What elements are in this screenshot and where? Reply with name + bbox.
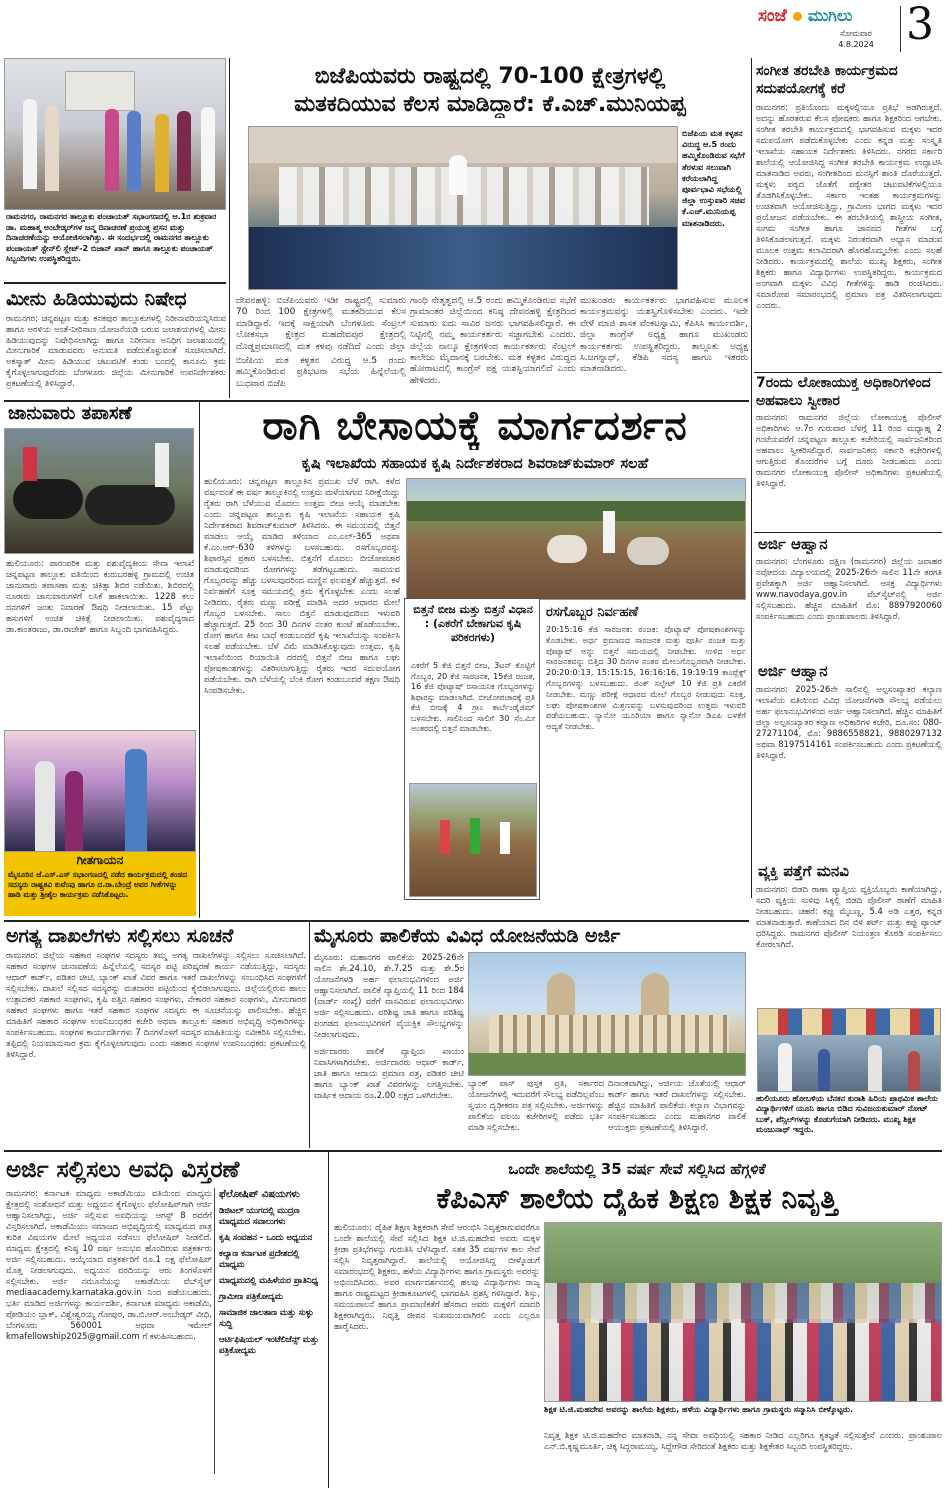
docs-headline: ಅಗತ್ಯ ದಾಖಲೆಗಳು ಸಲ್ಲಿಸಲು ಸೂಚನೆ bbox=[6, 925, 234, 947]
photo-farewell-group bbox=[544, 1222, 942, 1402]
photo-sowing bbox=[409, 783, 537, 897]
divider bbox=[4, 920, 749, 922]
retire-headline: ಕೆಪಿಎಸ್ ಶಾಲೆಯ ದೈಹಿಕ ಶಿಕ್ಷಣ ಶಿಕ್ಷಕ ನಿವೃತ್ತಿ bbox=[436, 1182, 838, 1215]
page-number: 3 bbox=[906, 4, 934, 50]
divider bbox=[4, 1150, 942, 1152]
divider bbox=[4, 282, 226, 284]
missing-body: ರಾಮನಗರ: ಬಿಡದಿ ಠಾಣಾ ವ್ಯಾಪ್ತಿಯ ವ್ಯಕ್ತಿಯೊಬ್ಬರು ಕಾಣೆಯಾಗಿದ್ದು, ಸದರಿ ವ್ಯಕ್ತಿಯ ಸುಳಿವು ಸಿಕ್ಕಲ್ಲಿ ಬಿಡದಿ ಪೊಲೀಸ್ ಠಾಣೆಗೆ ಮಾಹಿತಿ ನೀಡಬಹುದು. ಚಹರೆ: ಕಪ್ಪು ಮೈಬಣ್ಣ, 5.4 ಅಡಿ ಎತ್ತರ, ಕನ್ನಡ ಮಾತನಾಡುತ್ತಾರೆ. ಕಾಣೆಯಾದ ದಿನ ಬಿಳಿ ಶರ್ಟ್ ಮತ್ತು ಕಪ್ಪು ಪ್ಯಾಂಟ್ ಧರಿಸಿದ್ದರು. ರಾಮನಗರ ಪೊಲೀಸ್ ನಿಯಂತ್ರಣ ಕೊಠಡಿ ಸಂಪರ್ಕಿಸಲು ಕೋರಲಾಗಿದೆ. bbox=[756, 884, 942, 949]
ragi-subhead: ಕೃಷಿ ಇಲಾಖೆಯ ಸಹಾಯಕ ಕೃಷಿ ನಿರ್ದೇಶಕರಾದ ಶಿವರಾಜ್‌ಕುಮಾರ್ ಸಲಹೆ bbox=[301, 456, 649, 472]
apply1-body: ರಾಮನಗರ: ಬೆಂಗಳೂರು ದಕ್ಷಿಣ (ರಾಮನಗರ) ಜಿಲ್ಲೆಯ ಜವಾಹರ ನವೋದಯ ವಿದ್ಯಾಲಯದಲ್ಲಿ 2025-26ನೇ ಸಾಲಿನ 11ನೇ ತರಗತಿ ಪ್ರವೇಶಕ್ಕಾಗಿ ಅರ್ಜಿ ಆಹ್ವಾನಿಸಲಾಗಿದೆ. ಆಸಕ್ತ ವಿದ್ಯಾರ್ಥಿಗಳು www.navodaya.gov.in ವೆಬ್‌ಸೈಟ್‌ನಲ್ಲಿ ಅರ್ಜಿ ಸಲ್ಲಿಸಬಹುದು. ಹೆಚ್ಚಿನ ಮಾಹಿತಿಗೆ ಮೊ: 8897920060 ಸಂಪರ್ಕಿಸಬಹುದು ಎಂದು ಪ್ರಾಂಶುಪಾಲರು ತಿಳಿಸಿದ್ದಾರೆ. bbox=[756, 556, 942, 621]
list-item: ಕೃಷಿ ಸಂವಹನ - ಒಂದು ಅಧ್ಯಯನ bbox=[219, 1232, 313, 1242]
retire-photo-caption: ಶಿಕ್ಷಕ ಟಿ.ಜಿ.ಮಹದೇವ ಅವರನ್ನು ಶಾಲೆಯ ಶಿಕ್ಷಕರು, ಹಳೆಯ ವಿದ್ಯಾರ್ಥಿಗಳು ಹಾಗೂ ಗ್ರಾಮಸ್ಥರು ಸನ್ಮಾನಿಸಿ ಬೀಳ್ಕೊಟ್ಟರು. bbox=[544, 1404, 854, 1414]
masthead-day: ಸೋಮವಾರ bbox=[840, 29, 872, 38]
extend-headline: ಅರ್ಜಿ ಸಲ್ಲಿಸಲು ಅವಧಿ ವಿಸ್ತರಣೆ bbox=[6, 1157, 240, 1183]
lead-headline-1: ಬಿಜೆಪಿಯವರು ರಾಷ್ಟ್ರದಲ್ಲಿ 70-100 ಕ್ಷೇತ್ರಗಳಲ್ಲಿ bbox=[314, 64, 666, 89]
column-rule bbox=[328, 1152, 329, 1488]
lead-col-1b: ಬಿಜೆಪಿಯ ಮತ ಕಳ್ಳತನ ವಿರುದ್ಧ ಆ.5 ರಂದು ಹಮ್ಮಿಕೊಂಡಿರುವ ಪ್ರತಿಭಟನಾ ಸಭೆಯ ಹಿನ್ನೆಲೆಯಲ್ಲಿ ಬುಧವಾರ ಬಿಜೆಪಿ bbox=[236, 356, 406, 389]
ragi-fert-title: ರಸಗೊಬ್ಬರ ನಿರ್ವಹಣೆ bbox=[546, 605, 639, 620]
retire-body: ಹುಲಿಯೂರು: ದೈಹಿಕ ಶಿಕ್ಷಣ ಶಿಕ್ಷಕರಾಗಿ ಸೇವೆ ಆರಂಭಿಸಿ ನಿವೃತ್ತರಾಗುವವರೆಗೂ ಒಂದೇ ಶಾಲೆಯಲ್ಲಿ ಸೇವೆ ಸಲ್ಲಿಸಿದ ಶಿಕ್ಷಕ ಟಿ.ಜಿ.ಮಹದೇವ ಅವರು ಮಕ್ಕಳ ಕ್ರೀಡಾ ಪ್ರತಿಭೆಗಳನ್ನು ಗುರುತಿಸಿ ಬೆಳೆಸಿದ್ದಾರೆ. ಸತತ 35 ವರ್ಷಗಳ ಕಾಲ ಸೇವೆ ಸಲ್ಲಿಸಿ ನಿವೃತ್ತರಾಗಿದ್ದಾರೆ. ಶಾಲೆಯಲ್ಲಿ ಆಯೋಜಿಸಿದ್ದ ಬೀಳ್ಕೊಡುಗೆ ಸಮಾರಂಭದಲ್ಲಿ ಶಿಕ್ಷಕರು, ಹಳೆಯ ವಿದ್ಯಾರ್ಥಿಗಳು ಹಾಗೂ ಗ್ರಾಮಸ್ಥರು ಅವರನ್ನು ಅಭಿನಂದಿಸಿದರು. ಅವರ ಮಾರ್ಗದರ್ಶನದಲ್ಲಿ ಹಲವು ವಿದ್ಯಾರ್ಥಿಗಳು ರಾಜ್ಯ ಹಾಗೂ ರಾಷ್ಟ್ರಮಟ್ಟದ ಕ್ರೀಡಾಕೂಟಗಳಲ್ಲಿ ಭಾಗವಹಿಸಿ ಪ್ರಶಸ್ತಿ ಗಳಿಸಿದ್ದಾರೆ. ಶಿಸ್ತು, ಸಮಯಪಾಲನೆ ಹಾಗೂ ಪ್ರಾಮಾಣಿಕತೆಗೆ ಹೆಸರಾದ ಅವರು ಮಕ್ಕಳಿಗೆ ಮಾದರಿ ಶಿಕ್ಷಕರಾಗಿದ್ದರು. ನಿವೃತ್ತಿ ಜೀವನ ಸುಖಮಯವಾಗಿರಲಿ ಎಂದು ಎಲ್ಲರೂ ಹಾರೈಸಿದರು. bbox=[334, 1222, 540, 1331]
photo-press-meet bbox=[248, 126, 678, 290]
fish-headline: ಮೀನು ಹಿಡಿಯುವುದು ನಿಷೇಧ bbox=[6, 288, 187, 310]
cattle-body: ಹುಲಿಯೂರು: ಪಾರಂಪರಿಕ ಮತ್ತು ಪಶುವೈದ್ಯಕೀಯ ಸೇವಾ ಇಲಾಖೆ ಚನ್ನಪಟ್ಟಣ ತಾಲ್ಲೂಕು ವತಿಯಿಂದ ಕುರುಬರಹಳ್ಳಿ ಗ್ರಾಮದಲ್ಲಿ ಉಚಿತ ಜಾನುವಾರು ತಪಾಸಣಾ ಮತ್ತು ಚಿಕಿತ್ಸಾ ಶಿಬಿರ ನಡೆಯಿತು. ಶಿಬಿರದಲ್ಲಿ ನೂರಾರು ಜಾನುವಾರುಗಳಿಗೆ ಲಸಿಕೆ ಹಾಕಲಾಯಿತು. 1228 ಕಲು ದನಗಳಿಗೆ ಜಂತು ನಿವಾರಣೆ ಔಷಧಿ ನೀಡಲಾಯಿತು. 15 ಪೆಟ್ಟು ಹಸುಗಳಿಗೆ ಉಚಿತ ಚಿಕಿತ್ಸೆ ನೀಡಲಾಯಿತು. ಪಶುವೈದ್ಯರಾದ ಡಾ.ಕಾಂತರಾಜು, ಡಾ.ರಾಜೇಶ್ ಹಾಗೂ ಸಿಬ್ಬಂದಿ ಭಾಗವಹಿಸಿದ್ದರು. bbox=[6, 558, 194, 634]
mysore-body-2: ಅರ್ಜಿದಾರರು ಪಾಲಿಕೆ ವ್ಯಾಪ್ತಿಯ ಖಾಯಂ ನಿವಾಸಿಗಳಾಗಿರಬೇಕು. ಅರ್ಜಿದಾರರು ಆಧಾರ್ ಕಾರ್ಡ್, ಜಾತಿ ಹಾಗೂ ಆದಾಯ ಪ್ರಮಾಣ ಪತ್ರ, ಪಡಿತರ ಚೀಟಿ ಹಾಗೂ ಬ್ಯಾಂಕ್ ಖಾತೆ ವಿವರಗಳನ್ನು ಲಗತ್ತಿಸಬೇಕು. ವಾರ್ಷಿಕ ಆದಾಯ ರೂ.2.00 ಲಕ್ಷದ ಒಳಗಿರಬೇಕು. bbox=[314, 1046, 464, 1100]
photo-singers bbox=[4, 730, 196, 852]
retire-kicker: ಒಂದೇ ಶಾಲೆಯಲ್ಲಿ 35 ವರ್ಷ ಸೇವೆ ಸಲ್ಲಿಸಿದ ಹೆಗ್ಗಳಿಕೆ bbox=[508, 1160, 766, 1178]
top-left-caption: ರಾಮನಗರ, ರಾಮನಗರ ತಾಲ್ಲೂಕು ಪಂಚಾಯತ್ ಸಭಾಂಗಣದಲ್ಲಿ ಆ.1ರ ಶುಕ್ರವಾರ ಡಾ. ಮಹಾತ್ಮ ಅಂಬೇಡ್ಕರ್‌ಗಳ ಜನ್ಮ ದಿನಾಚರಣೆ ಪ್ರಯುಕ್ತ ಪ್ರಸನ ಮತ್ತು ದಿನಾಚರಣೆಯನ್ನು ಆಯೋಜಿಸಲಾಗಿತ್ತು. ಈ ಸಂದರ್ಭದಲ್ಲಿ ರಾಮನಗರ ತಾಲ್ಲೂಕು ಪಂಚಾಯತ್ ಸ್ಟೇನ್‌ಲಿ ಸ್ಲೇಟ್-2 ಬಿಜಾನ್ ಖಾನ್ ಹಾಗೂ ತಾಲ್ಲೂಕು ಪಂಚಾಯತ್ ಸಿಬ್ಬಂದಿಗಳು ಉಪಸ್ಥಿತರಿದ್ದರು. bbox=[6, 212, 217, 264]
ragi-box-body: ಎಕರೆಗೆ 5 ಕೆಜಿ ಬಿತ್ತನೆ ಬೀಜ, 3ಟನ್ ಕೊಟ್ಟಿಗೆ ಗೊಬ್ಬರ, 20 ಕೆಜಿ ಸಾರಜನಕ, 15ಕೆಜಿ ರಂಜಕ, 16 ಕೆಜಿ ಪೊಟ್ಯಾಷ್ ರಸಾಯನಿಕ ಗೊಬ್ಬರಗಳನ್ನು ಶಿಫಾರಸ್ಸು ಮಾಡಲಾಗಿದೆ. ಬೀಜೋಪಚಾರಕ್ಕೆ ಪ್ರತಿ ಕೆಜಿ ಬೀಜಕ್ಕೆ 4 ಗ್ರಾಂ ಕಾರ್ಬೆಂಡೈಜಿಮ್ ಬಳಸಬೇಕು. ಸಾಲಿನಿಂದ ಸಾಲಿಗೆ 30 ಸೆಂ.ಮೀ ಅಂತರದಲ್ಲಿ ಬಿತ್ತನೆ ಮಾಡಬೇಕು. bbox=[411, 661, 535, 733]
list-item: ಆರ್ಟಿಫಿಷಿಯಲ್ ಇಂಟೆಲಿಜೆನ್ಸ್ ಮತ್ತು ಪತ್ರಿಕೋದ್ಯಮ bbox=[219, 1334, 319, 1355]
extend-body: ರಾಮನಗರ: ಕರ್ನಾಟಕ ಮಾಧ್ಯಮ ಅಕಾಡೆಮಿಯು ವತಿಯಿಂದ ಮಾಧ್ಯಮ ಕ್ಷೇತ್ರದಲ್ಲಿ ಸಂಶೋಧನೆ ಮತ್ತು ಅಧ್ಯಯನ ಕೈಗೊಳ್ಳಲು ಫೆಲೋಷಿಪ್‌ಗಾಗಿ ಅರ್ಜಿ ಆಹ್ವಾನಿಸಲಾಗಿದ್ದು, ಅರ್ಜಿ ಸಲ್ಲಿಸುವ ಅವಧಿಯನ್ನು ಆಗಸ್ಟ್ 8 ರವರೆಗೆ ವಿಸ್ತರಿಸಲಾಗಿದೆ. ಅಕಾಡೆಮಿಯು ಸಮಾಜದ ಅಭಿವೃದ್ಧಿಯಲ್ಲಿ ಮಾಧ್ಯಮದ ಪಾತ್ರ ಕುರಿತ ವಿಷಯಗಳ ಮೇಲೆ ಅಧ್ಯಯನ ನಡೆಸಲು ಫೆಲೋಷಿಪ್ ನೀಡಲಿದೆ. ಮಾಧ್ಯಮ ಕ್ಷೇತ್ರದಲ್ಲಿ ಕನಿಷ್ಠ 10 ವರ್ಷ ಅನುಭವ ಹೊಂದಿರುವ ಪತ್ರಕರ್ತರು ಅರ್ಜಿ ಸಲ್ಲಿಸಬಹುದು. ಆಯ್ಕೆಯಾದ ಪತ್ರಕರ್ತರಿಗೆ ರೂ.1 ಲಕ್ಷ ಫೆಲೋಷಿಪ್ ಮೊತ್ತ ನೀಡಲಾಗುವುದು. ಅಧ್ಯಯನ ವರದಿಯನ್ನು ಆರು ತಿಂಗಳೊಳಗೆ ಸಲ್ಲಿಸಬೇಕು. ಅರ್ಜಿ ನಮೂನೆಯನ್ನು ಅಕಾಡೆಮಿಯ ವೆಬ್‌ಸೈಟ್ mediaacademy.karnataka.gov.in ನಿಂದ ಪಡೆಯಬಹುದು. ಭರ್ತಿ ಮಾಡಿದ ಅರ್ಜಿಗಳನ್ನು ಕಾರ್ಯದರ್ಶಿ, ಕರ್ನಾಟಕ ಮಾಧ್ಯಮ ಅಕಾಡೆಮಿ, ಪೋಡಿಯಂ ಬ್ಲಾಕ್, ವಿಶ್ವೇಶ್ವರಯ್ಯ ಗೋಪುರ, ಡಾ.ಬಿ.ಆರ್.ಅಂಬೇಡ್ಕರ್ ವೀಧಿ, ಬೆಂಗಳೂರು 560001 ಅಥವಾ ಇಮೇಲ್ kmafellowship2025@gmail.com ಗೆ ಕಳುಹಿಸಬಹುದು. bbox=[6, 1188, 212, 1341]
list-item: ಸಾಮಾಜಿಕ ಜಾಲತಾಣ ಮತ್ತು ಸುಳ್ಳು ಸುದ್ದಿ bbox=[219, 1307, 314, 1328]
fish-body: ರಾಮನಗರ: ಚನ್ನಪಟ್ಟಣ ಮತ್ತು ಕನಕಪುರ ತಾಲ್ಲೂಕುಗಳಲ್ಲಿ ನಿರೀನಾವರಿಯನ್ನಿಸಿರುವ ಹಾಗೂ ಅರಳಿಯ ಅಂತೆ-ನೀರಿನಾಣ ಯೋಜನೆಯಡಿ ಬರುವ ಜಲಾಶಯಗಳಲ್ಲಿ ಮೀನು ಹಿಡಿಯುವುದನ್ನು ನಿಷೇಧಿಸಲಾಗಿದ್ದು ಹಾಗೂ ನಿರೀನಾಣ ಅನಿಧಿಗ ಜಲಾಶಯದಲ್ಲಿ ಮೀನುಗಾರಿಕೆ ಮಾಡುವವರು ಅನುಮತಿ ಪಡೆದುಕೊಳ್ಳುವಂತೆ ಸೂಚಿಸಲಾಗಿದೆ. ಅಕಸ್ಮಾತ್ ಮೀನು ಹಿಡಿಯುವ ಚಟುವಟಿಕೆ ಕಂಡು ಬಂದಲ್ಲಿ ಕಾನೂನು ಕ್ರಮ ಕೈಗೊಳ್ಳಲಾಗುವುದೆಂದು ಬೆಂಗಳೂರು ಜಿಲ್ಲೆಯ ಮೀನುಗಾರಿಕೆ ಉಪನಿರ್ದೇಶಕರು ಪ್ರಕಟಣೆಯಲ್ಲಿ ತಿಳಿಸಿದ್ದಾರೆ. bbox=[6, 313, 226, 388]
ragi-fert-body: 20:15:16 ಕೆಜಿ ಸಾರಜನಕ: ರಂಜಕ: ಪೊಟ್ಯಾಷ್ ಪೋಷಕಾಂಶಗಳನ್ನು ಕೊಡಬೇಕು. ಅರ್ಧ ಪ್ರಮಾಣದ ಸಾರಜನಕ ಮತ್ತು ಪೂರ್ತಿ ರಂಜಕ ಮತ್ತು ಪೊಟ್ಯಾಷ್ ಅನ್ನು ಬಿತ್ತನೆ ಸಮಯದಲ್ಲಿ ನೀಡಬೇಕು. ಉಳಿದ ಅರ್ಧ ಸಾರಜನಕವನ್ನು ಬಿತ್ತಿದ 30 ದಿನಗಳ ನಂತರ ಮೇಲುಗೊಬ್ಬರವಾಗಿ ನೀಡಬೇಕು. 20:20:0:13, 15:15:15, 16:16:16, 19:19:19 ಕಾಂಪ್ಲೆಕ್ಸ್ ಗೊಬ್ಬರಗಳನ್ನು ಬಳಸಬಹುದು. ಜಿಂಕ್ ಸಲ್ಫೇಟ್ 10 ಕೆಜಿ ಪ್ರತಿ ಎಕರೆಗೆ ನೀಡಬೇಕು. ಮಣ್ಣು ಪರೀಕ್ಷೆ ಆಧಾರದ ಮೇಲೆ ಗೊಬ್ಬರ ನೀಡುವುದು ಸೂಕ್ತ. ಲಘು ಪೋಷಕಾಂಶಗಳ ಮಿಶ್ರಣವನ್ನು ಬಳಸುವುದರಿಂದ ಉತ್ತಮ ಇಳುವರಿ ಪಡೆಯಬಹುದು. ನ್ಯಾನೋ ಯೂರಿಯಾ ಹಾಗೂ ನ್ಯಾನೋ ಡಿಎಪಿ ಬಳಕೆಗೆ ಆದ್ಯತೆ ನೀಡಬೇಕು. bbox=[546, 624, 746, 732]
docs-body: ರಾಮನಗರ: ಜಿಲ್ಲೆಯ ಸಹಕಾರ ಸಂಘಗಳ ಸದಸ್ಯರು ತಮ್ಮ ಅಗತ್ಯ ದಾಖಲೆಗಳನ್ನು ಸಲ್ಲಿಸಲು ಸೂಚಿಸಲಾಗಿದೆ. ಸಹಕಾರ ಸಂಘಗಳ ಚುನಾವಣೆಯ ಹಿನ್ನೆಲೆಯಲ್ಲಿ ಸದಸ್ಯರ ಪಟ್ಟಿ ಪರಿಷ್ಕರಣೆ ಕಾರ್ಯ ನಡೆಯುತ್ತಿದ್ದು, ಸದಸ್ಯರು ಆಧಾರ್ ಕಾರ್ಡ್, ಪಡಿತರ ಚೀಟಿ, ಬ್ಯಾಂಕ್ ಖಾತೆ ವಿವರ ಹಾಗೂ ಇತರೆ ದಾಖಲೆಗಳನ್ನು ಸಂಬಂಧಿಸಿದ ಸಂಘಗಳಿಗೆ ಸಲ್ಲಿಸಬೇಕು. ದಾಖಲೆ ಸಲ್ಲಿಸದ ಸದಸ್ಯರನ್ನು ಮತದಾರರ ಪಟ್ಟಿಯಿಂದ ಕೈಬಿಡಲಾಗುವುದು. ಜಿಲ್ಲೆಯಲ್ಲಿರುವ ಹಾಲು ಉತ್ಪಾದಕರ ಸಹಕಾರ ಸಂಘಗಳು, ಕೃಷಿ ಪತ್ತಿನ ಸಹಕಾರ ಸಂಘಗಳು, ನೇಕಾರರ ಸಹಕಾರ ಸಂಘಗಳು, ಮೀನುಗಾರರ ಸಹಕಾರ ಸಂಘಗಳು ಹಾಗೂ ಇತರೆ ಸಹಕಾರ ಸಂಘಗಳ ಸದಸ್ಯರು ಈ ಸೂಚನೆಯನ್ನು ಪಾಲಿಸಬೇಕು. ಹೆಚ್ಚಿನ ಮಾಹಿತಿಗೆ ಸಹಕಾರ ಸಂಘಗಳ ಉಪನಿಬಂಧಕರ ಕಚೇರಿ ಅಥವಾ ತಾಲ್ಲೂಕು ಸಹಕಾರ ಅಭಿವೃದ್ಧಿ ಅಧಿಕಾರಿಗಳನ್ನು ಸಂಪರ್ಕಿಸಬಹುದು. ಸಂಘಗಳ ಕಾರ್ಯದರ್ಶಿಗಳು 7 ದಿನಗಳೊಳಗೆ ಸದಸ್ಯರ ಮಾಹಿತಿಯನ್ನು ನವೀಕರಿಸಿ ಸಲ್ಲಿಸಬೇಕು. ತಪ್ಪಿದಲ್ಲಿ ನಿಯಮಾನುಸಾರ ಕ್ರಮ ಕೈಗೊಳ್ಳಲಾಗುವುದು ಎಂದು ಸಹಕಾರ ಸಂಘಗಳ ಉಪನಿಬಂಧಕರು ಪ್ರಕಟಣೆಯಲ್ಲಿ ತಿಳಿಸಿದ್ದಾರೆ. bbox=[6, 950, 306, 1059]
list-item: ಡಿಜಿಟಲ್ ಯುಗದಲ್ಲಿ ಮುದ್ರಣ ಮಾಧ್ಯಮದ ಸವಾಲುಗಳು bbox=[219, 1205, 300, 1226]
lokayukta-headline: 7ರಂದು ಲೋಕಾಯುಕ್ತ ಅಧಿಕಾರಿಗಳಿಂದ ಅಹವಾಲು ಸ್ವೀಕಾರ bbox=[756, 375, 931, 409]
lead-col-3: ಮುಖಂಡರು ಕಾರ್ಯಕರ್ತರು ಭಾಗವಹಿಸುವ ಮೂಲಕ ಕಾರ್ಯಕ್ರಮವನ್ನು ಯಶಸ್ವಿಗೊಳಿಸಬೇಕು ಎಂದರು. ಇದೇ ವೇಳೆ ಮಾಜಿ ಶಾಸಕ ವೆಂಕಟಸ್ವಾಮಿ, ಕೆಪಿಸಿಸಿ ಕಾರ್ಯದರ್ಶಿ, ಜಿಲ್ಲಾ ಕಾಂಗ್ರೆಸ್ ಅಧ್ಯಕ್ಷ ಹಾಗೂ ಮುಖಂಡರು ಕಾರ್ಯಕರ್ತರು ಉಪಸ್ಥಿತರಿದ್ದರು. ತಾಲ್ಲೂಕು ಅಧ್ಯಕ್ಷ ಸಿ.ಜಗನ್ನಾಥ್, ಕೆಡಿಪಿ ಸದಸ್ಯ ಹಾಗೂ ಇತರರು ಮಾತನಾಡಿದರು. bbox=[580, 296, 748, 375]
ragi-body-1: ಹುಲಿಯೂರು: ಚನ್ನಪಟ್ಟಣ ತಾಲ್ಲೂಕಿನ ಪ್ರಮುಖ ಬೆಳೆ ರಾಗಿ. ಕಳೆದ ವರ್ಷದಂತೆ ಈ ವರ್ಷ ತಾಲ್ಲೂಕಿನಲ್ಲಿ ಉತ್ತಮ ಮಳೆಯಾಗುವ ನಿರೀಕ್ಷೆಯಿದ್ದು ರೈತರು ರಾಗಿ ಬೆಳೆಯುವ ಮೊದಲು ಉತ್ತಮ ಬೀಜ ಆಯ್ಕೆ ಮಾಡಬೇಕು ಎಂದು ಚನ್ನಪಟ್ಟಣ ತಾಲ್ಲೂಕು ಕೃಷಿ ಇಲಾಖೆಯ ಸಹಾಯಕ ಕೃಷಿ ನಿರ್ದೇಶಕರಾದ ಶಿವರಾಜ್‌ಕುಮಾರ್ ತಿಳಿಸಿದರು. ಈ ಸಮಯದಲ್ಲಿ ಬಿತ್ತನೆ ಮಾಡಲು ಆಯ್ಕೆ ಮಾಡಿದ ತಳಿಯಾದ ಎಂ.ಎಲ್-365 ಅಥವಾ ಕೆ.ಎಂ.ಆರ್-630 ತಳಿಗಳನ್ನು ಬಳಸಬಹುದು. ರಸಗೊಬ್ಬರವನ್ನು ಶಿಫಾರಸ್ಸಿನ ಪ್ರಕಾರ ಬಳಸಬೇಕು. ಬಿತ್ತನೆಗೆ ಮೊದಲು ಬೀಜೋಪಚಾರ ಮಾಡುವುದರಿಂದ ರೋಗಗಳನ್ನು ತಡೆಗಟ್ಟಬಹುದು. ಸಾವಯವ ಗೊಬ್ಬರವನ್ನು ಹೆಚ್ಚು ಬಳಸುವುದರಿಂದ ಮಣ್ಣಿನ ಫಲವತ್ತತೆ ಹೆಚ್ಚುತ್ತದೆ. ಕಳೆ ನಿರ್ವಹಣೆಗೆ ಸೂಕ್ತ ಸಮಯದಲ್ಲಿ ಕ್ರಮ ಕೈಗೊಳ್ಳಬೇಕು ಎಂದು ಸಲಹೆ ನೀಡಿದರು. ರೈತರು ಮಣ್ಣು ಪರೀಕ್ಷೆ ಮಾಡಿಸಿ ಅದರ ಆಧಾರದ ಮೇಲೆ ಗೊಬ್ಬರ ಬಳಸಬೇಕು. ಸಾಲು ಬಿತ್ತನೆ ಮಾಡುವುದರಿಂದ ಇಳುವರಿ ಹೆಚ್ಚಾಗುತ್ತದೆ. 25 ರಿಂದ 30 ದಿನಗಳ ನಂತರ ಕುಂಟೆ ಹೊಡೆಯಬೇಕು. ರೋಗ ಹಾಗೂ ಕೀಟ ಬಾಧೆ ಕಂಡುಬಂದರೆ ಕೃಷಿ ಇಲಾಖೆಯನ್ನು ಸಂಪರ್ಕಿಸಿ ಸಲಹೆ ಪಡೆಯಬೇಕು. ಬೆಳೆ ವಿಮೆ ಮಾಡಿಸಿಕೊಳ್ಳುವುದು ಉತ್ತಮ. ಕೃಷಿ ಇಲಾಖೆಯಿಂದ ರಿಯಾಯಿತಿ ದರದಲ್ಲಿ ಬಿತ್ತನೆ ಬೀಜ ಹಾಗೂ ಲಘು ಪೋಷಕಾಂಶಗಳನ್ನು ವಿತರಿಸಲಾಗುತ್ತಿದ್ದು ರೈತರು ಇದರ ಸದುಪಯೋಗ ಪಡೆಯಬೇಕು. ರಾಗಿ ಬೆಳೆಯಲ್ಲಿ ಬೆಂಕಿ ರೋಗ ಕಂಡುಬಂದರೆ ತಕ್ಷಣ ಔಷಧಿ ಸಿಂಪಡಿಸಬೇಕು. bbox=[204, 476, 400, 695]
retire-tail: ನಿವೃತ್ತ ಶಿಕ್ಷಕ ಟಿ.ಜಿ.ಮಹದೇವ ಮಾತನಾಡಿ, ನನ್ನ ಸೇವಾ ಅವಧಿಯಲ್ಲಿ ಸಹಕಾರ ನೀಡಿದ ಎಲ್ಲರಿಗೂ ಕೃತಜ್ಞತೆ ಸಲ್ಲಿಸುತ್ತೇನೆ ಎಂದರು. ಪ್ರಾಂಶುಪಾಲ ಎನ್.ಬಿ.ಕೃಷ್ಣಮೂರ್ತಿ, ಚಿಕ್ಕ ಸಿದ್ದರಾಮಯ್ಯ, ಸಿದ್ದೇಗೌಡ ಸೇರಿದಂತೆ ಶಿಕ್ಷಕರು ಮತ್ತು ಶಿಕ್ಷಕೇತರ ಸಿಬ್ಬಂದಿ ಉಪಸ್ಥಿತರಿದ್ದರು. bbox=[544, 1430, 942, 1451]
ragi-headline: ರಾಗಿ ಬೇಸಾಯಕ್ಕೆ ಮಾರ್ಗದರ್ಶನ bbox=[262, 403, 688, 449]
missing-headline: ವ್ಯಕ್ತಿ ಪತ್ತೆಗೆ ಮನವಿ bbox=[758, 862, 849, 880]
photo-palace-building bbox=[468, 952, 746, 1076]
extend-box-title: ಫೆಲೋಷಿಪ್ ವಿಷಯಗಳು bbox=[219, 1189, 300, 1200]
song-caption: ಮೈಸೂರಿನ ಜೆ.ಎಸ್.ಎಸ್ ಸಭಾಂಗಣದಲ್ಲಿ ನಡೆದ ಕಾರ್ಯಕ್ರಮದಲ್ಲಿ ತಂಡದ ಸದಸ್ಯರು ರಾಷ್ಟ್ರಕವಿ ಕುವೆಂಪು ಹಾಗೂ ದ.ರಾ.ಬೇಂದ್ರೆ ಅವರ ಗೀತೆಗಳನ್ನು ಹಾಡಿ ಮತ್ತು ಶ್ರೀಶೈಲ ಕಾರ್ಯಕ್ರಮ ನಡೆಸಿಕೊಟ್ಟರು. bbox=[4, 868, 196, 916]
music-headline: ಸಂಗೀತ ತರಬೇತಿ ಕಾರ್ಯಕ್ರಮದ ಸದುಪಯೋಗಕ್ಕೆ ಕರೆ bbox=[756, 63, 898, 97]
lokayukta-body: ರಾಮನಗರ: ರಾಮನಗರ ಜಿಲ್ಲೆಯ ಲೋಕಾಯುಕ್ತ ಪೊಲೀಸ್ ಅಧಿಕಾರಿಗಳು ಆ.7ರ ಗುರುವಾರ ಬೆಳಗ್ಗೆ 11 ರಿಂದ ಮಧ್ಯಾಹ್ನ 2 ಗಂಟೆಯವರೆಗೆ ಚನ್ನಪಟ್ಟಣ ತಾಲ್ಲೂಕು ಕಚೇರಿಯಲ್ಲಿ ಸಾರ್ವಜನಿಕರಿಂದ ಅಹವಾಲು ಸ್ವೀಕರಿಸಲಿದ್ದಾರೆ. ಸಾರ್ವಜನಿಕರು ಸರ್ಕಾರಿ ಕಚೇರಿಗಳಲ್ಲಿ ಆಗುತ್ತಿರುವ ತೊಂದರೆಗಳ ಬಗ್ಗೆ ದೂರು ನೀಡಬಹುದು ಎಂದು ರಾಮನಗರ ಲೋಕಾಯುಕ್ತ ಪೊಲೀಸ್ ಅಧಿಕಾರಿಗಳು ಪ್ರಕಟಣೆಯಲ್ಲಿ ತಿಳಿಸಿದ್ದಾರೆ. bbox=[756, 412, 942, 488]
column-rule bbox=[199, 402, 200, 918]
mysore-body-4: ದಿನಾಂಕವಾಗಿದ್ದು, ಅರ್ಜಿಯ ಜೊತೆಯಲ್ಲಿ ಆಧಾರ್ ಕಾರ್ಡ್ ಹಾಗೂ ಇತರೆ ದಾಖಲೆಗಳನ್ನು ಸಲ್ಲಿಸಬೇಕು. ಹೆಚ್ಚಿನ ಮಾಹಿತಿಗೆ ಪಾಲಿಕೆಯ ಕಲ್ಯಾಣ ವಿಭಾಗವನ್ನು ಸಂಪರ್ಕಿಸಬಹುದು ಎಂದು ಮಹಾನಗರ ಪಾಲಿಕೆ ಆಯುಕ್ತರು ಪ್ರಕಟಣೆಯಲ್ಲಿ ತಿಳಿಸಿದ್ದಾರೆ. bbox=[608, 1078, 746, 1132]
lead-col-2: ಗಾಂಧಿ ನೇತೃತ್ವದಲ್ಲಿ ಆ.5 ರಂದು ಹಮ್ಮಿಕೊಂಡಿರುವ ಸಭೆಗೆ ಗ್ರಾಮಾಂತರ ಜಿಲ್ಲೆಯಿಂದ ಕನಿಷ್ಠ ದೇವನಹಳ್ಳಿ ಕ್ಷೇತ್ರದಿಂದ ಸುಮಾರು ಐದು ಸಾವಿರ ಜನರು ಭಾಗವಹಿಸಲಿದ್ದಾರೆ. ಈ ನಿಟ್ಟಿನಲ್ಲಿ ನಮ್ಮ ಕಾರ್ಯಕರ್ತರು ಸಜ್ಜಾಗಬೇಕು ಎಂದರು. ಜಿಲ್ಲೆಯ ನಾಲ್ಕೂ ಕ್ಷೇತ್ರಗಳಿಂದ ಕಾರ್ಯಕರ್ತರು ಸೆಂಟ್ರಲ್ ಕಾಲೇಜು ಮೈದಾನಕ್ಕೆ ಬರಬೇಕು. ಮತ ಕಳ್ಳತನ ವಿರುದ್ಧದ ಹೋರಾಟದಲ್ಲಿ ಕಾಂಗ್ರೆಸ್ ಪಕ್ಷ ಯಶಸ್ವಿಯಾಗಲಿದೆ ಎಂದು ಹೇಳಿದರು. bbox=[410, 296, 576, 386]
song-label: ಗೀತಗಾಯನ bbox=[76, 853, 124, 867]
extend-box bbox=[214, 1188, 324, 1474]
lead-headline-2: ಮತಕದಿಯುವ ಕೆಲಸ ಮಾಡಿದ್ದಾರೆ: ಕೆ.ಎಚ್.ಮುನಿಯಪ್ಪ bbox=[294, 92, 686, 117]
divider bbox=[754, 532, 942, 533]
masthead bbox=[758, 4, 942, 56]
list-item: ಮಾಧ್ಯಮದಲ್ಲಿ ಮಹಿಳೆಯರ ಪ್ರಾತಿನಿಧ್ಯ bbox=[219, 1275, 319, 1285]
logo-left: ಸಂಜೆ bbox=[758, 6, 787, 26]
cattle-headline: ಜಾನುವಾರು ತಪಾಸಣೆ bbox=[8, 403, 132, 424]
lead-side-caption: ಬಿಜೆಪಿಯ ಮತ ಕಳ್ಳತನ ವಿರುದ್ಧ ಆ.5 ರಂದು ಹಮ್ಮಿಕೊಂಡಿರುವ ಸಭೆಗೆ ತೆರಳುವ ಸಲುವಾಗಿ ಕರೆಯಲಾಗಿದ್ದ ಪೂರ್ವಭಾವಿ ಸಭೆಯಲ್ಲಿ ಜಿಲ್ಲಾ ಉಸ್ತುವಾರಿ ಸಚಿವ ಕೆ.ಎಚ್.ಮುನಿಯಪ್ಪ ಮಾತನಾಡಿದರು. bbox=[682, 128, 746, 228]
list-item: ಕಲ್ಯಾಣ ಕರ್ನಾಟಕ ಪ್ರದೇಶದಲ್ಲಿ ಮಾಧ್ಯಮ bbox=[219, 1248, 300, 1269]
extend-box-list bbox=[219, 1205, 324, 1356]
masthead-date: 4.8.2024 bbox=[838, 40, 874, 49]
photo-school-children bbox=[757, 1008, 941, 1092]
apply2-headline: ಅರ್ಜಿ ಆಹ್ವಾನ bbox=[758, 662, 828, 680]
sun-icon bbox=[793, 12, 802, 21]
photo-plough-field bbox=[406, 478, 746, 600]
lead-col-1: ದೇವನಹಳ್ಳಿ: ಬಿಜೆಪಿಯವರು ಇಡೀ ರಾಷ್ಟ್ರದಲ್ಲಿ ಸುಮಾರು 70 ರಿಂದ 100 ಕ್ಷೇತ್ರಗಳಲ್ಲಿ ಮತಕದಿಯುವ ಕೆಲಸ ಮಾಡಿದ್ದಾರೆ. ಇದಕ್ಕೆ ಸಾಕ್ಷಿಯಾಗಿ ಬೆಂಗಳೂರು ಸೆಂಟ್ರಲ್ ಲೋಕಸಭಾ ಕ್ಷೇತ್ರದ ಮಹದೇವಪುರ ಕ್ಷೇತ್ರದಲ್ಲಿ ದೊಡ್ಡಪ್ರಮಾಣದಲ್ಲಿ ಮತ ಕಳವು ನಡೆದಿದೆ ಎಂದು ಜಿಲ್ಲಾ bbox=[236, 296, 406, 352]
divider bbox=[754, 372, 942, 373]
masthead-divider bbox=[900, 6, 901, 52]
apply1-headline: ಅರ್ಜಿ ಆಹ್ವಾನ bbox=[758, 535, 828, 553]
mysore-body-1: ಮೈಸೂರು: ಮಹಾನಗರ ಪಾಲಿಕೆಯ 2025-26ನೇ ಸಾಲಿನ ಶೇ.24.10, ಶೇ.7.25 ಮತ್ತು ಶೇ.5ರ ಯೋಜನೆಗಳಡಿ ಅರ್ಹ ಫಲಾನುಭವಿಗಳಿಂದ ಅರ್ಜಿ ಆಹ್ವಾನಿಸಲಾಗಿದೆ. ಪಾಲಿಕೆ ವ್ಯಾಪ್ತಿಯಲ್ಲಿ 11 ರಿಂದ 184 (ವಾರ್ಡ್ ಸಂಖ್ಯೆ) ವರೆಗೆ ವಾಸವಿರುವ ಫಲಾನುಭವಿಗಳು ಅರ್ಜಿ ಸಲ್ಲಿಸಬಹುದು. ಪರಿಶಿಷ್ಟ ಜಾತಿ ಹಾಗೂ ಪರಿಶಿಷ್ಟ ಪಂಗಡದ ಫಲಾನುಭವಿಗಳಿಗೆ ವೈಯಕ್ತಿಕ ಸೌಲಭ್ಯಗಳನ್ನು ನೀಡಲಾಗುವುದು. bbox=[314, 952, 464, 1039]
apply2-body: ರಾಮನಗರ: 2025-26ನೇ ಸಾಲಿನಲ್ಲಿ ಅಲ್ಪಸಂಖ್ಯಾತರ ಕಲ್ಯಾಣ ಇಲಾಖೆಯ ವತಿಯಿಂದ ವಿವಿಧ ಯೋಜನೆಗಳಡಿ ಸೌಲಭ್ಯ ಪಡೆಯಲು ಅರ್ಹ ಫಲಾನುಭವಿಗಳಿಂದ ಅರ್ಜಿ ಆಹ್ವಾನಿಸಲಾಗಿದೆ. ಹೆಚ್ಚಿನ ಮಾಹಿತಿಗೆ ಜಿಲ್ಲಾ ಅಲ್ಪಸಂಖ್ಯಾತರ ಕಲ್ಯಾಣ ಅಧಿಕಾರಿಗಳ ಕಚೇರಿ, ದೂ.ಸಂ: 080-27271104, ಮೊ: 9886558821, 9880297132 ಅಥವಾ 8197514161 ಸಂಪರ್ಕಿಸಬಹುದು ಎಂದು ಪ್ರಕಟಣೆಯಲ್ಲಿ ತಿಳಿಸಿದ್ದಾರೆ. bbox=[756, 684, 942, 760]
school-caption: ಹುಲಿಯೂರು ಹೋಬಳಿಯ ಬೆನಕನ ಕುರಾಶಿ ಹಿರಿಯ ಪ್ರಾಥಮಿಕ ಶಾಲೆಯ ವಿದ್ಯಾರ್ಥಿಗಳಿಗೆ ಯೂನಿ ಹಾಗೂ ಬಿಡಿದ ಸುವಿಜಯಕುಮಾರ್ ನೋಟ್ ಬುಕ್, ಪೆನ್ಸಿಲ್‌ಗಳನ್ನು ಕೊಡುಗೆಯಾಗಿ ನೀಡಿದರು. ಮುಖ್ಯ ಶಿಕ್ಷಕ ಮಂಜುನಾಥ್ ಇದ್ದರು. bbox=[756, 1094, 938, 1135]
column-rule bbox=[229, 58, 230, 398]
photo-meeting-hall bbox=[4, 58, 226, 210]
mysore-headline: ಮೈಸೂರು ಪಾಲಿಕೆಯ ವಿವಿಧ ಯೋಜನೆಯಡಿ ಅರ್ಜಿ bbox=[314, 925, 621, 947]
list-item: ಗ್ರಾಮೀಣ ಪತ್ರಿಕೋದ್ಯಮ bbox=[219, 1291, 283, 1301]
mysore-body-3: ಬ್ಯಾಂಕ್ ಪಾಸ್ ಪುಸ್ತಕ ಪ್ರತಿ, ಸರ್ಕಾರದ ಯೋಜನೆಗಳಲ್ಲಿ ಇದುವರೆಗೆ ಸೌಲಭ್ಯ ಪಡೆದಿಲ್ಲವೆಂಬ ಸ್ವಯಂ ದೃಢೀಕರಣ ಪತ್ರ ಸಲ್ಲಿಸಬೇಕು. ಅರ್ಜಿಗಳನ್ನು ಪಾಲಿಕೆಯ ವಲಯ ಕಚೇರಿಗಳಲ್ಲಿ ಪಡೆದು ಭರ್ತಿ ಮಾಡಿ ಸಲ್ಲಿಸಬೇಕು. bbox=[468, 1078, 604, 1132]
column-rule bbox=[309, 922, 310, 1148]
ragi-box-title: ಬಿತ್ತನೆ ಬೀಜ ಮತ್ತು ಬಿತ್ತನೆ ವಿಧಾನ : (ಎಕರೆಗೆ ಬೇಕಾಗುವ ಕೃಷಿ ಪರಿಕರಗಳು) bbox=[413, 603, 533, 644]
song-label-bar bbox=[4, 852, 196, 868]
masthead-logo bbox=[758, 6, 898, 28]
photo-cattle bbox=[4, 428, 194, 554]
column-rule bbox=[751, 58, 752, 898]
logo-right: ಮುಗಿಲು bbox=[807, 6, 853, 25]
music-body: ರಾಮನಗರ: ಪ್ರತಿಯೊಂದು ಮಕ್ಕಳಲ್ಲಿಯೂ ಪ್ರತಿಭೆ ಅಡಗಿರುತ್ತದೆ. ಅದನ್ನು ಹೊರತರುವ ಕೆಲಸ ಪೋಷಕರು ಹಾಗೂ ಶಿಕ್ಷಕರಿಂದ ಆಗಬೇಕು. ಸಂಗೀತ ತರಬೇತಿ ಕಾರ್ಯಕ್ರಮದಲ್ಲಿ ಭಾಗವಹಿಸುವ ಮಕ್ಕಳು ಇದರ ಸದುಪಯೋಗ ಪಡೆದುಕೊಳ್ಳಬೇಕು ಎಂದು ಕನ್ನಡ ಮತ್ತು ಸಂಸ್ಕೃತಿ ಇಲಾಖೆಯ ಸಹಾಯಕ ನಿರ್ದೇಶಕರು ತಿಳಿಸಿದರು. ನಗರದ ಸರ್ಕಾರಿ ಶಾಲೆಯಲ್ಲಿ ಆಯೋಜಿಸಿದ್ದ ಸಂಗೀತ ತರಬೇತಿ ಕಾರ್ಯಕ್ರಮ ಉದ್ಘಾಟಿಸಿ ಮಾತನಾಡಿದ ಅವರು, ಸಂಗೀತದಿಂದ ಮನಸ್ಸಿಗೆ ಶಾಂತಿ ದೊರೆಯುತ್ತದೆ. ಮಕ್ಕಳು ಪಠ್ಯದ ಜೊತೆಗೆ ಪಠ್ಯೇತರ ಚಟುವಟಿಕೆಗಳಲ್ಲಿಯೂ ತೊಡಗಿಸಿಕೊಳ್ಳಬೇಕು. ಸರ್ಕಾರ ಇಂತಹ ಕಾರ್ಯಕ್ರಮಗಳನ್ನು ಉಚಿತವಾಗಿ ಆಯೋಜಿಸುತ್ತಿದ್ದು, ಗ್ರಾಮೀಣ ಭಾಗದ ಮಕ್ಕಳು ಇದರ ಪ್ರಯೋಜನ ಪಡೆಯಬೇಕು. ಈ ತರಬೇತಿಯಲ್ಲಿ ಶಾಸ್ತ್ರೀಯ ಸಂಗೀತ, ಸುಗಮ ಸಂಗೀತ ಹಾಗೂ ಜಾನಪದ ಗೀತೆಗಳ ಬಗ್ಗೆ ತಿಳಿಸಿಕೊಡಲಾಗುತ್ತದೆ. ಮಕ್ಕಳು ನಿರಂತರವಾಗಿ ಅಭ್ಯಾಸ ಮಾಡುವ ಮೂಲಕ ಉತ್ತಮ ಕಲಾವಿದರಾಗಿ ಹೊರಹೊಮ್ಮಬೇಕು ಎಂದು ಸಲಹೆ ನೀಡಿದರು. ಕಾರ್ಯಕ್ರಮದಲ್ಲಿ ಶಾಲೆಯ ಮುಖ್ಯ ಶಿಕ್ಷಕರು, ಸಂಗೀತ ಶಿಕ್ಷಕರು ಹಾಗೂ ವಿದ್ಯಾರ್ಥಿಗಳು ಉಪಸ್ಥಿತರಿದ್ದರು. ಕಾರ್ಯಕ್ರಮದ ಅಂಗವಾಗಿ ಮಕ್ಕಳು ವಿವಿಧ ಗೀತೆಗಳನ್ನು ಹಾಡಿ ರಂಜಿಸಿದರು. ಸಮಾರೋಪ ಸಮಾರಂಭದಲ್ಲಿ ಪ್ರಮಾಣ ಪತ್ರ ವಿತರಿಸಲಾಗುವುದು ಎಂದರು. bbox=[756, 102, 942, 310]
ragi-box bbox=[404, 598, 540, 900]
